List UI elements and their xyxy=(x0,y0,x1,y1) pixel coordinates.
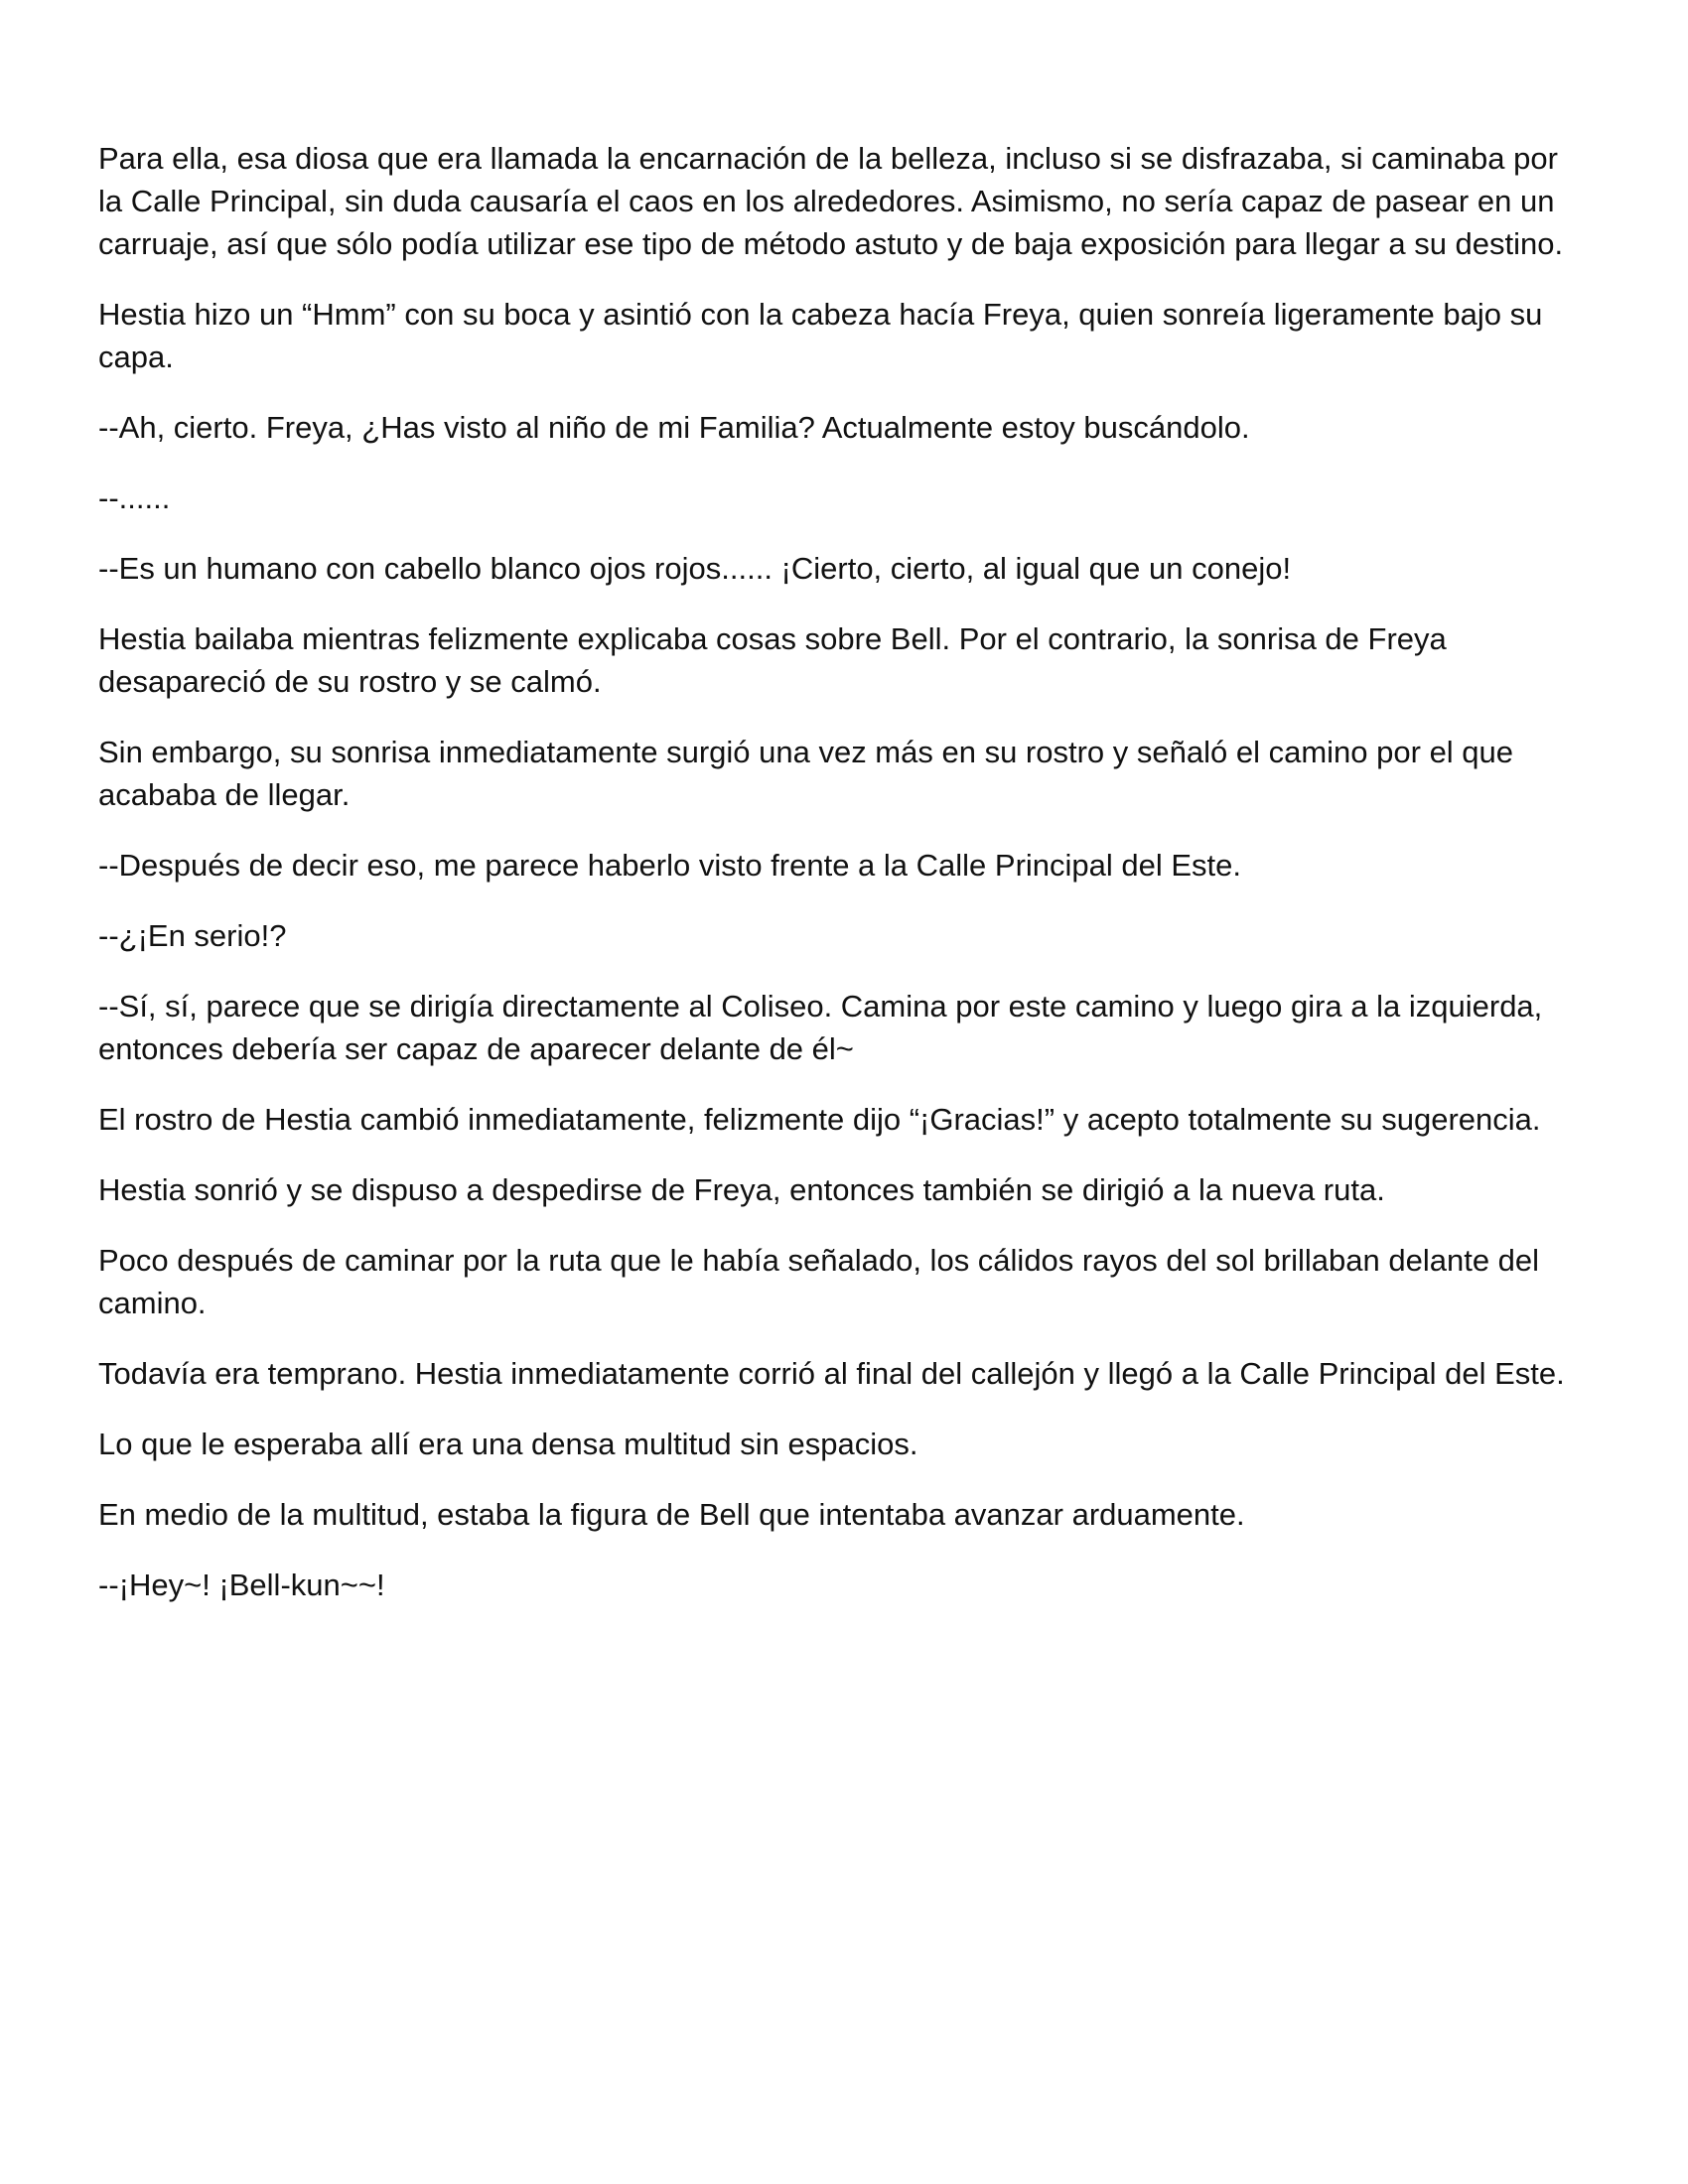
paragraph: --¿¡En serio!? xyxy=(98,918,287,953)
paragraph: Hestia hizo un “Hmm” con su boca y asintió con la cabeza hacía Freya, quien sonreía ligeramente bajo su capa. xyxy=(98,297,1543,374)
paragraph: Sin embargo, su sonrisa inmediatamente surgió una vez más en su rostro y señaló el camino por el que acababa de llegar. xyxy=(98,735,1514,812)
paragraph: --Después de decir eso, me parece haberlo visto frente a la Calle Principal del Este. xyxy=(98,848,1242,883)
document-body xyxy=(98,137,1588,1634)
paragraph: Para ella, esa diosa que era llamada la encarnación de la belleza, incluso si se disfrazaba, si caminaba por la Calle Principal, sin duda causaría el caos en los alrededores. Asimismo, no sería capaz de pasear en un carruaje, así que sólo podía utilizar ese tipo de método astuto y de baja exposición para llegar a su destino. xyxy=(98,141,1564,261)
paragraph: Hestia sonrió y se dispuso a despedirse de Freya, entonces también se dirigió a la nueva ruta. xyxy=(98,1172,1385,1207)
paragraph: --Ah, cierto. Freya, ¿Has visto al niño de mi Familia? Actualmente estoy buscándolo. xyxy=(98,410,1250,445)
paragraph: En medio de la multitud, estaba la figura de Bell que intentaba avanzar arduamente. xyxy=(98,1497,1245,1532)
paragraph: --Sí, sí, parece que se dirigía directamente al Coliseo. Camina por este camino y luego gira a la izquierda, entonces debería ser capaz de aparecer delante de él~ xyxy=(98,989,1543,1066)
paragraph: --¡Hey~! ¡Bell-kun~~! xyxy=(98,1568,385,1602)
paragraph: Todavía era temprano. Hestia inmediatamente corrió al final del callejón y llegó a la Calle Principal del Este. xyxy=(98,1356,1565,1391)
paragraph: --Es un humano con cabello blanco ojos rojos...... ¡Cierto, cierto, al igual que un conejo! xyxy=(98,551,1292,586)
paragraph: El rostro de Hestia cambió inmediatamente, felizmente dijo “¡Gracias!” y acepto totalmente su sugerencia. xyxy=(98,1102,1541,1137)
paragraph: Lo que le esperaba allí era una densa multitud sin espacios. xyxy=(98,1427,918,1461)
paragraph: Hestia bailaba mientras felizmente explicaba cosas sobre Bell. Por el contrario, la sonrisa de Freya desapareció de su rostro y se calmó. xyxy=(98,621,1447,699)
paragraph: Poco después de caminar por la ruta que le había señalado, los cálidos rayos del sol brillaban delante del camino. xyxy=(98,1243,1540,1320)
paragraph: --...... xyxy=(98,480,171,515)
